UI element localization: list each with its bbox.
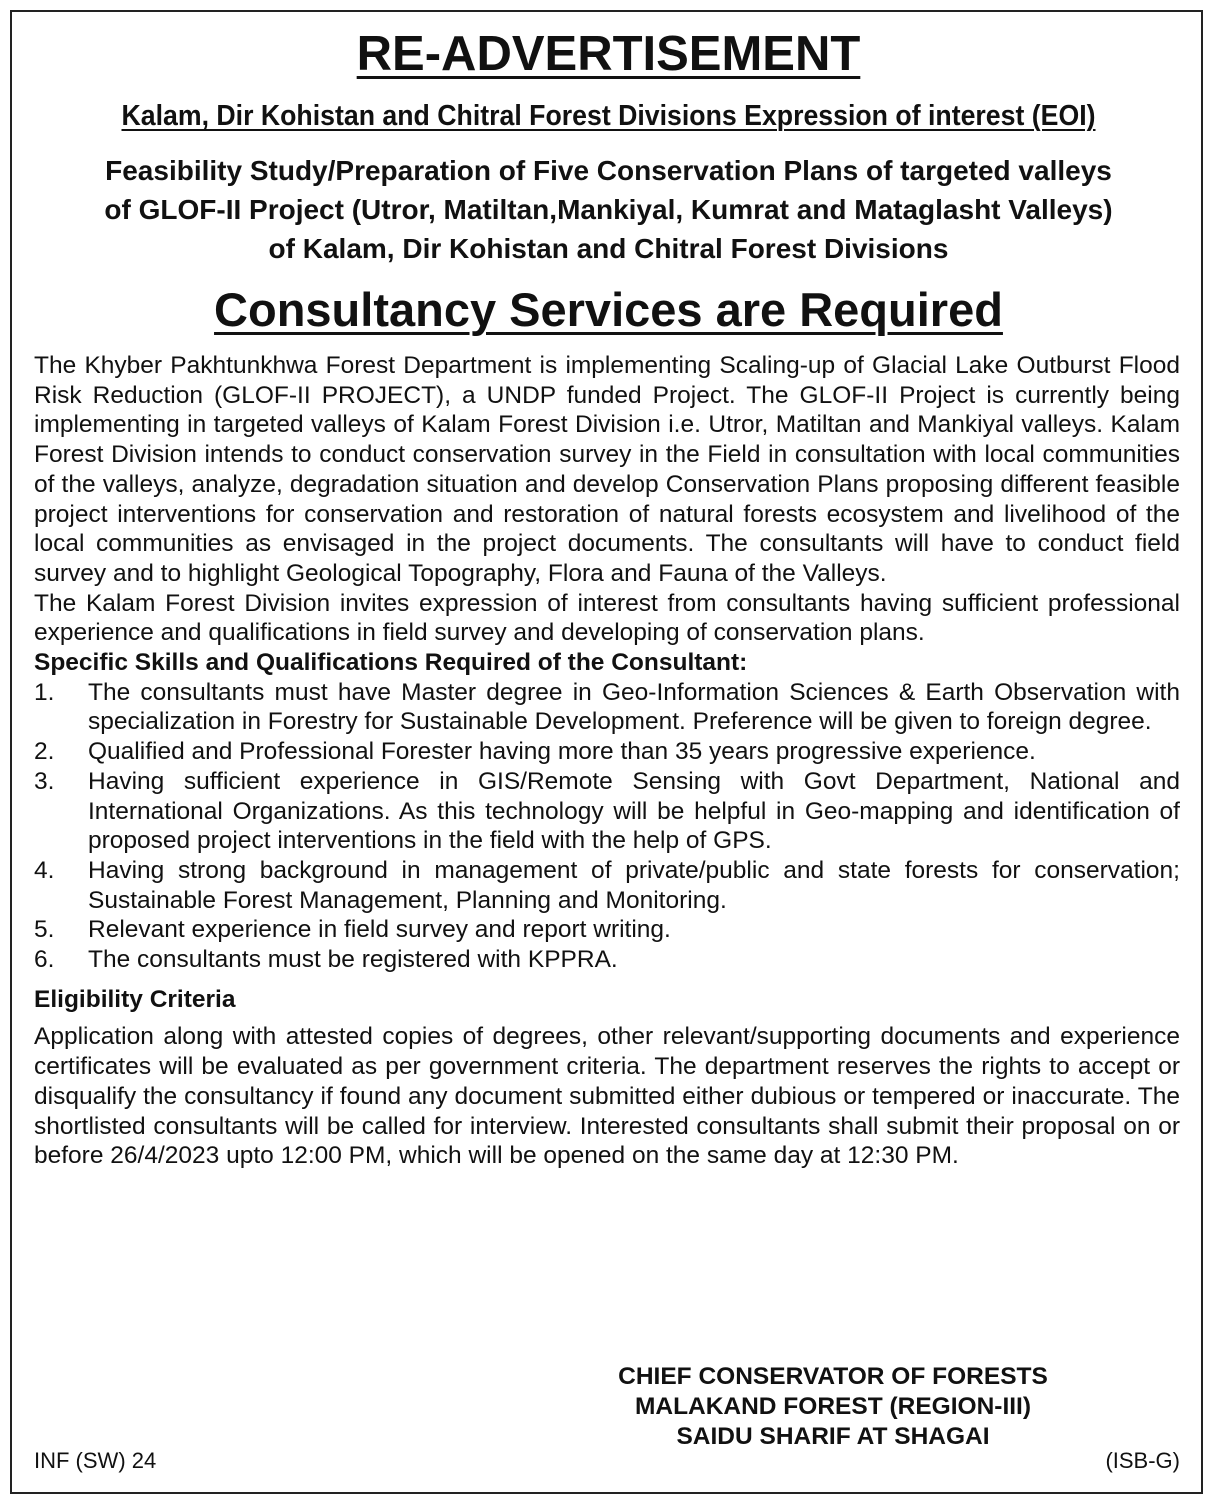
list-item-number: 2. xyxy=(34,738,55,766)
page-title: RE-ADVERTISEMENT xyxy=(356,27,861,81)
list-item-text: Having strong background in management of private/public and state forests for conservation; Sustainable Forest Management, Planning and Monitoring. xyxy=(88,856,1180,914)
signature-block xyxy=(540,1362,1126,1452)
project-title-line-1: Feasibility Study/Preparation of Five Conservation Plans of targeted valleys xyxy=(105,155,1112,186)
eligibility-heading: Eligibility Criteria xyxy=(34,985,236,1013)
project-title-line-2: of GLOF-II Project (Utror, Matiltan,Mankiyal, Kumrat and Mataglasht Valleys) xyxy=(104,194,1113,225)
footer-reference-left: INF (SW) 24 xyxy=(34,1448,157,1473)
list-item-number: 1. xyxy=(34,678,55,706)
list-item xyxy=(34,737,1180,767)
signature-line-3: SAIDU SHARIF AT SHAGAI xyxy=(676,1423,990,1450)
list-item-number: 3. xyxy=(34,767,55,795)
intro-paragraph: The Khyber Pakhtunkhwa Forest Department is implementing Scaling-up of Glacial Lake Outburst Flood Risk Reduction (GLOF-II PROJECT), a UNDP funded Project. The GLOF-II Project is currently being implementing in targeted valleys of Kalam Forest Division i.e. Utror, Matiltan and Mankiyal valleys. Kalam Forest Division intends to conduct conservation survey in the Field in consultation with local communities of the valleys, analyze, degradation situation and develop Conservation Plans proposing different feasible project interventions for conservation and restoration of natural forests ecosystem and livelihood of the local communities as envisaged in the project documents. The consultants will have to conduct field survey and to highlight Geological Topography, Flora and Fauna of the Valleys. xyxy=(34,352,1180,587)
list-item xyxy=(34,767,1180,856)
list-item-number: 6. xyxy=(34,946,55,974)
list-item-text: The consultants must be registered with KPPRA. xyxy=(88,946,618,974)
list-item xyxy=(34,945,1180,975)
project-title-line-3: of Kalam, Dir Kohistan and Chitral Forest Divisions xyxy=(268,233,949,264)
list-item-number: 4. xyxy=(34,856,55,884)
footer-reference-right: (ISB-G) xyxy=(1105,1448,1180,1473)
consultancy-heading: Consultancy Services are Required xyxy=(214,283,1003,336)
advertisement-body xyxy=(34,351,1180,1171)
eligibility-paragraph: Application along with attested copies of degrees, other relevant/supporting documents and experience certificates will be evaluated as per government criteria. The department reserves the rights to accept or disqualify the consultancy if found any document submitted either dubious or tempered or inaccurate. The shortlisted consultants will be called for interview. Interested consultants shall submit their proposal on or before 26/4/2023 upto 12:00 PM, which will be opened on the same day at 12:30 PM. xyxy=(34,1023,1180,1170)
list-item-text: Relevant experience in field survey and report writing. xyxy=(88,916,671,944)
skills-heading: Specific Skills and Qualifications Required of the Consultant: xyxy=(34,649,748,677)
eoi-subtitle: Kalam, Dir Kohistan and Chitral Forest Divisions Expression of interest (EOI) xyxy=(121,100,1096,132)
list-item xyxy=(34,678,1180,737)
project-title xyxy=(20,151,1197,268)
signature-line-2: MALAKAND FOREST (REGION-III) xyxy=(634,1393,1032,1420)
list-item-text: Qualified and Professional Forester having more than 35 years progressive experience. xyxy=(88,738,1036,766)
skills-list xyxy=(34,678,1180,975)
list-item-text: Having sufficient experience in GIS/Remote Sensing with Govt Department, National and International Organizations. As this technology will be helpful in Geo-mapping and identification of proposed project interventions in the field with the help of GPS. xyxy=(88,767,1180,855)
list-item xyxy=(34,915,1180,945)
list-item-text: The consultants must have Master degree in Geo-Information Sciences & Earth Observation with specialization in Forestry for Sustainable Development. Preference will be given to foreign degree. xyxy=(88,678,1180,736)
invite-paragraph: The Kalam Forest Division invites expression of interest from consultants having sufficient professional experience and qualifications in field survey and developing of conservation plans. xyxy=(34,589,1180,647)
list-item xyxy=(34,856,1180,915)
signature-line-1: CHIEF CONSERVATOR OF FORESTS xyxy=(618,1363,1048,1390)
list-item-number: 5. xyxy=(34,916,55,944)
